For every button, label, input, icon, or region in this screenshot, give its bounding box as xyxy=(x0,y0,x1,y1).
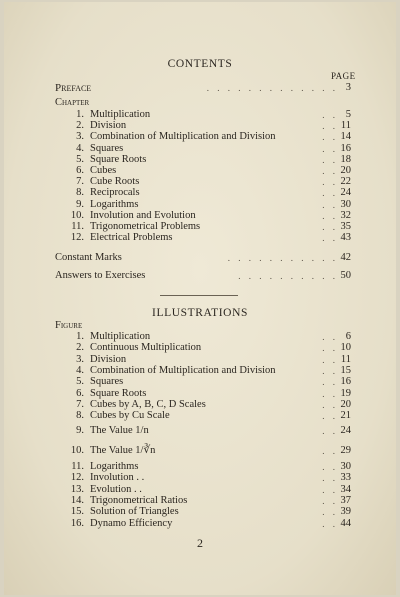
extra-row xyxy=(0,252,400,264)
chapter-row xyxy=(0,210,400,222)
chapter-title: Squares xyxy=(90,142,124,154)
chapter-page: 14 xyxy=(340,131,351,143)
figure-number: 3. xyxy=(76,353,84,365)
chapter-page: 16 xyxy=(340,142,351,154)
chapter-row xyxy=(0,176,400,188)
chapter-row xyxy=(0,221,400,233)
figure-page: 44 xyxy=(340,517,351,529)
figure-title: Logarithms xyxy=(90,461,139,472)
figure-title: Division xyxy=(90,353,127,365)
chapter-title: Multiplication xyxy=(90,109,151,120)
chapter-row xyxy=(0,120,400,132)
figure-row xyxy=(0,445,400,457)
figure-page: 19 xyxy=(340,387,351,399)
chapter-number: 3. xyxy=(76,131,84,143)
leader-dots: . . xyxy=(322,399,338,410)
chapter-label: Chapter xyxy=(55,97,90,108)
figure-number: 2. xyxy=(76,342,84,354)
leader-dots: . . . . . . . . . . xyxy=(238,271,338,281)
chapter-title: Cube Roots xyxy=(90,176,140,188)
leader-dots: . . xyxy=(322,388,338,399)
leader-dots: . . xyxy=(322,210,338,221)
chapter-number: 1. xyxy=(76,109,84,120)
leader-dots: . . xyxy=(322,484,338,495)
preface-row xyxy=(0,82,400,94)
figure-number: 11. xyxy=(71,461,84,472)
figure-title: Cubes by A, B, C, D Scales xyxy=(90,398,206,410)
chapter-title: Division xyxy=(90,120,127,132)
figure-title: Squares xyxy=(90,376,124,388)
figure-page: 20 xyxy=(340,398,351,410)
figure-number: 9. xyxy=(76,425,84,437)
leader-dots: . . xyxy=(322,495,338,506)
section-divider xyxy=(160,295,238,296)
figure-row xyxy=(0,472,400,484)
figure-row xyxy=(0,495,400,507)
chapter-page: 30 xyxy=(340,198,351,210)
chapter-number: 8. xyxy=(76,187,84,199)
figure-number: 4. xyxy=(76,364,84,376)
chapter-title: Combination of Multiplication and Division xyxy=(90,131,276,143)
chapter-number: 7. xyxy=(76,176,84,188)
figure-row xyxy=(0,461,400,473)
chapter-row xyxy=(0,165,400,177)
chapter-title: Square Roots xyxy=(90,153,147,165)
chapter-title: Involution and Evolution xyxy=(90,209,196,221)
figure-title: Combination of Multiplication and Division xyxy=(90,364,276,376)
chapter-row xyxy=(0,109,400,121)
leader-dots: . . xyxy=(322,518,338,529)
figure-title: Involution . . xyxy=(90,472,145,484)
figure-number: 1. xyxy=(76,331,84,342)
chapter-page: 5 xyxy=(345,109,351,120)
figure-page: 15 xyxy=(340,364,351,376)
figure-page: 37 xyxy=(340,494,351,506)
leader-dots: . . xyxy=(322,121,338,132)
figure-page: 39 xyxy=(340,506,351,518)
chapter-title: Cubes xyxy=(90,165,117,176)
illustrations-heading: ILLUSTRATIONS xyxy=(152,307,248,319)
extra-title: Answers to Exercises xyxy=(55,270,146,281)
figure-page: 24 xyxy=(340,425,351,437)
leader-dots: . . xyxy=(322,343,338,354)
figure-row xyxy=(0,365,400,377)
figure-page: 6 xyxy=(345,331,351,342)
figure-number: 10. xyxy=(70,445,84,457)
contents-heading: CONTENTS xyxy=(167,58,233,70)
leader-dots: . . xyxy=(322,507,338,518)
figure-title: The Value 1/∛n xyxy=(90,445,156,457)
leader-dots: . . . . . . . . . . . . . xyxy=(206,83,338,93)
leader-dots: . . xyxy=(322,132,338,143)
figure-page: 34 xyxy=(340,483,351,495)
figure-page: 21 xyxy=(340,410,351,422)
figure-title: The Value 1/n xyxy=(90,425,149,437)
figure-number: 15. xyxy=(70,506,84,518)
leader-dots: . . xyxy=(322,166,338,176)
chapter-title: Reciprocals xyxy=(90,187,140,199)
leader-dots: . . xyxy=(322,143,338,154)
extra-page: 42 xyxy=(340,252,351,263)
extra-page: 50 xyxy=(340,270,351,281)
figure-page: 11 xyxy=(340,353,351,365)
figure-row xyxy=(0,410,400,422)
figure-number: 5. xyxy=(76,376,84,388)
chapter-page: 43 xyxy=(340,232,351,244)
chapter-row xyxy=(0,143,400,155)
figure-row xyxy=(0,376,400,388)
chapter-row xyxy=(0,187,400,199)
figure-row xyxy=(0,399,400,411)
leader-dots: . . xyxy=(322,233,338,244)
page-column-label: PAGE xyxy=(331,71,356,81)
figure-number: 7. xyxy=(76,398,84,410)
chapter-number: 5. xyxy=(76,153,84,165)
leader-dots: . . xyxy=(322,110,338,120)
leader-dots: . . xyxy=(322,377,338,388)
figure-row xyxy=(0,518,400,530)
page-number: 2 xyxy=(197,536,203,550)
extra-title: Constant Marks xyxy=(55,252,122,263)
chapter-title: Electrical Problems xyxy=(90,232,173,244)
figure-row xyxy=(0,425,400,437)
figure-row xyxy=(0,484,400,496)
chapter-page: 11 xyxy=(340,120,351,132)
preface-page: 3 xyxy=(345,82,351,93)
leader-dots: . . xyxy=(322,332,338,342)
figure-title: Continuous Multiplication xyxy=(90,342,202,354)
figure-row xyxy=(0,388,400,400)
figure-number: 8. xyxy=(76,410,84,422)
figure-title: Square Roots xyxy=(90,387,147,399)
figure-number: 13. xyxy=(70,483,84,495)
figure-title: Solution of Triangles xyxy=(90,506,179,518)
chapter-title: Logarithms xyxy=(90,198,139,210)
leader-dots: . . xyxy=(322,354,338,365)
leader-dots: . . xyxy=(322,426,338,437)
chapter-page: 22 xyxy=(340,176,351,188)
figure-row xyxy=(0,331,400,343)
chapter-page: 20 xyxy=(340,165,351,176)
chapter-number: 2. xyxy=(76,120,84,132)
chapter-number: 4. xyxy=(76,142,84,154)
leader-dots: . . xyxy=(322,462,338,472)
figure-page: 30 xyxy=(340,461,351,472)
chapter-row xyxy=(0,131,400,143)
figure-page: 16 xyxy=(340,376,351,388)
chapter-page: 18 xyxy=(340,153,351,165)
figure-title: Multiplication xyxy=(90,331,151,342)
figure-page: 10 xyxy=(340,342,351,354)
figure-row xyxy=(0,506,400,518)
leader-dots: . . xyxy=(322,199,338,210)
leader-dots: . . xyxy=(322,446,338,457)
leader-dots: . . xyxy=(322,222,338,232)
leader-dots: . . . . . . . . . . . xyxy=(227,253,338,263)
figure-title: Cubes by Cu Scale xyxy=(90,410,170,422)
figure-number: 6. xyxy=(76,387,84,399)
chapter-number: 12. xyxy=(70,232,84,244)
figure-number: 16. xyxy=(70,517,84,529)
chapter-row xyxy=(0,232,400,244)
chapter-page: 32 xyxy=(340,209,351,221)
leader-dots: . . xyxy=(322,154,338,165)
figure-title: Evolution . . xyxy=(90,483,142,495)
figure-page: 29 xyxy=(340,445,351,457)
chapter-title: Trigonometrical Problems xyxy=(90,221,201,232)
leader-dots: . . xyxy=(322,188,338,199)
figure-label: Figure xyxy=(55,320,83,331)
figure-row xyxy=(0,342,400,354)
chapter-row xyxy=(0,154,400,166)
chapter-page: 24 xyxy=(340,187,351,199)
chapter-number: 9. xyxy=(76,198,84,210)
extra-row xyxy=(0,270,400,282)
chapter-number: 6. xyxy=(76,165,84,176)
leader-dots: . . xyxy=(322,177,338,188)
figure-row xyxy=(0,354,400,366)
figure-title: Trigonometrical Ratios xyxy=(90,494,188,506)
figure-number: 12. xyxy=(70,472,84,484)
preface-title: Preface xyxy=(55,82,92,94)
leader-dots: . . xyxy=(322,411,338,422)
leader-dots: . . xyxy=(322,365,338,376)
figure-number: 14. xyxy=(70,494,84,506)
figure-page: 33 xyxy=(340,472,351,484)
leader-dots: . . xyxy=(322,473,338,484)
chapter-number: 10. xyxy=(70,209,84,221)
chapter-page: 35 xyxy=(340,221,351,232)
chapter-row xyxy=(0,199,400,211)
chapter-number: 11. xyxy=(71,221,84,232)
figure-title: Dynamo Efficiency xyxy=(90,517,173,529)
